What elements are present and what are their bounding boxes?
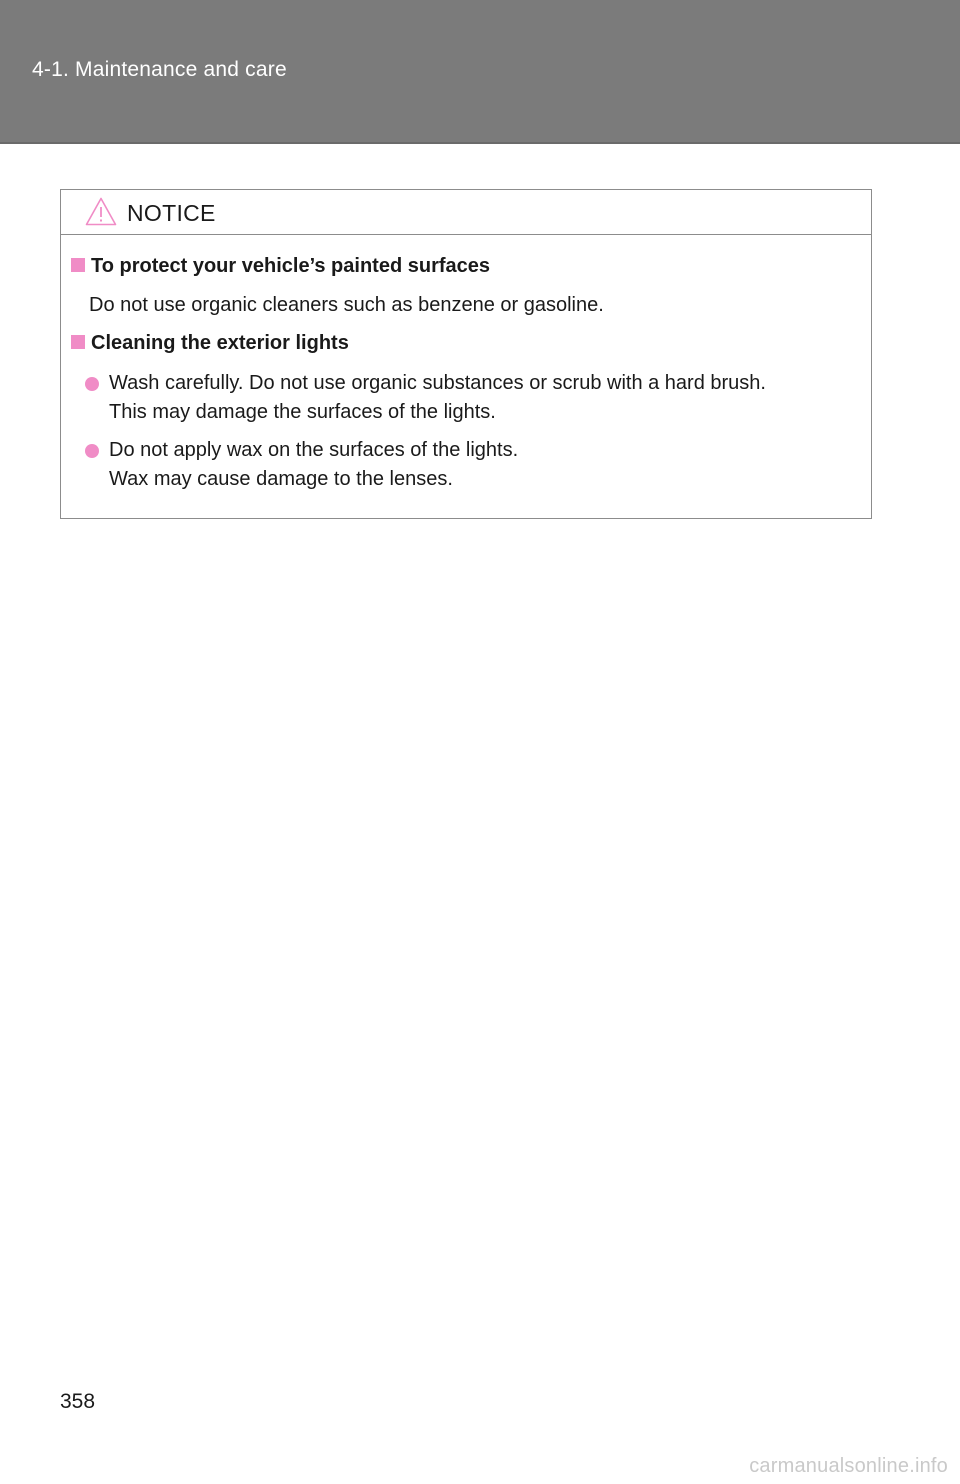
bullet-line: This may damage the surfaces of the lights. — [109, 401, 496, 423]
page-number: 358 — [60, 1390, 96, 1413]
warning-triangle-icon — [85, 197, 117, 226]
notice-header — [61, 190, 871, 235]
watermark: carmanualsonline.info — [749, 1455, 948, 1477]
header-band — [0, 0, 960, 144]
section-text-painted-surfaces: Do not use organic cleaners such as benzene or gasoline. — [89, 294, 604, 316]
square-bullet-icon — [71, 335, 85, 349]
section-heading-painted-surfaces — [71, 255, 490, 278]
dot-bullet-icon — [85, 377, 99, 391]
bullet-line: Wash carefully. Do not use organic substances or scrub with a hard brush. — [109, 372, 766, 394]
bullet-line: Do not apply wax on the surfaces of the lights. — [109, 439, 519, 461]
notice-title: NOTICE — [127, 200, 216, 226]
square-bullet-icon — [71, 258, 85, 272]
dot-bullet-icon — [85, 444, 99, 458]
section-title: 4-1. Maintenance and care — [32, 58, 287, 81]
section-heading-exterior-lights — [71, 332, 349, 355]
section-heading-text: To protect your vehicle’s painted surfaces — [91, 255, 491, 277]
list-item — [85, 369, 766, 427]
section-heading-text: Cleaning the exterior lights — [91, 332, 349, 354]
notice-box — [60, 189, 872, 519]
list-item — [85, 436, 518, 494]
bullet-line: Wax may cause damage to the lenses. — [109, 468, 453, 490]
